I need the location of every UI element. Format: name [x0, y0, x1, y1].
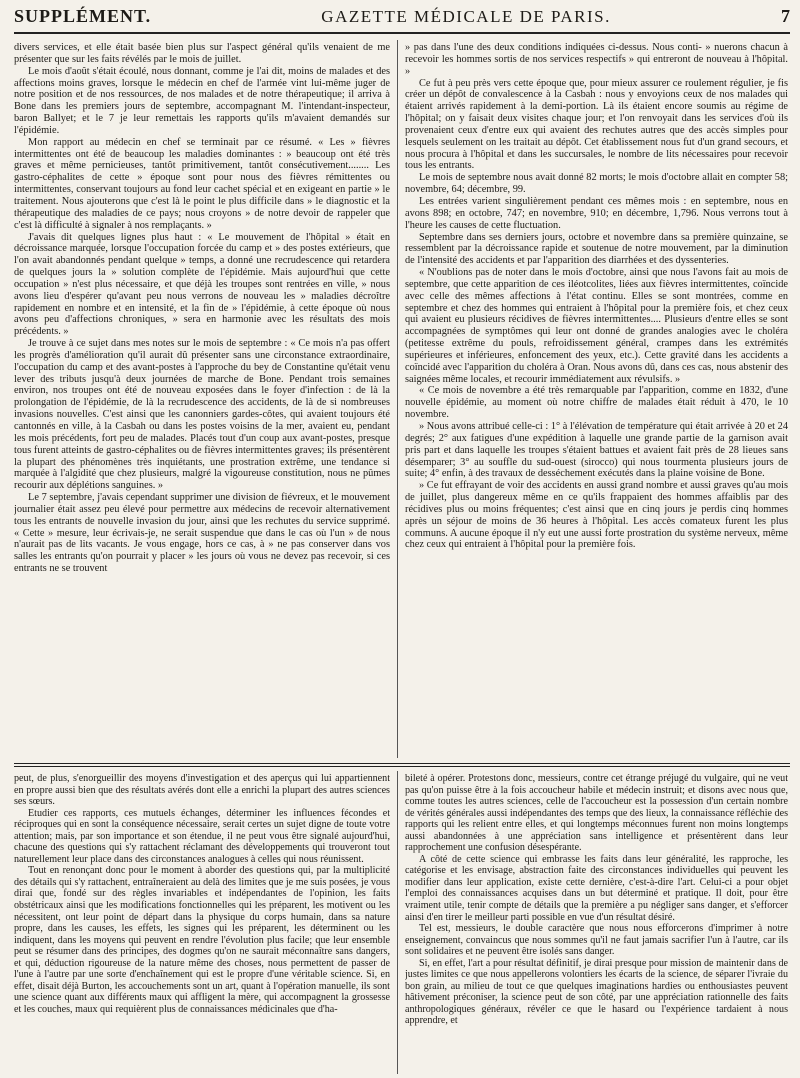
page-header	[14, 6, 790, 34]
paragraph: peut, de plus, s'enorgueillir des moyens d'investigation et des aperçus qui lui appartiennent en propre aussi bien que des résultats avérés dont elle a enrichi la plupart des autres sciences ses sœurs.	[14, 773, 390, 808]
paragraph: divers services, et elle était basée bien plus sur l'aspect général qu'ils venaient de me présenter que sur les faits révélés par le mois de juillet.	[14, 42, 390, 65]
paragraph: « Ce mois de novembre a été très remarquable par l'apparition, comme en 1832, d'une nouvelle épidémie, au moment où notre chiffre de malades était réduit à 470, le 10 novembre.	[405, 385, 788, 421]
paragraph: Mon rapport au médecin en chef se terminait par ce résumé. « Les » fièvres intermittentes ont été de beaucoup les maladies dominantes : » beaucoup ont été très graves et même pernicieuses, tantôt primitivement, tantôt consécutivement........ Les gastro-céphalites de cette » époque sont pour nous des fièvres rémittentes ou intermittentes, conservant toujours au fond leur cachet spécial et en exigeant en partie » le traitement. Nous ajouterons que c'est là le point le plus difficile dans » le diagnostic et la thérapeutique des maladies de ce pays; nous croyons » de notre devoir de rappeler que c'est là difficulté à signaler à nos remplaçants. »	[14, 136, 390, 231]
top-right-column	[405, 42, 788, 757]
paragraph: Le mois d'août s'était écoulé, nous donnant, comme je l'ai dit, moins de malades et des affections moins graves, lorsque le médecin en chef de l'armée vint lui-même juger de notre position et de nos ressources, de nos malades et de notre thérapeutique; il arriva à Bone dans les premiers jours de septembre, accompagnant M. l'intendant-inspecteur, baron Ballyet; et le 7 je leur remettais les rapports qu'ils m'avaient demandés sur l'épidémie.	[14, 65, 390, 136]
paragraph: A côté de cette science qui embrasse les faits dans leur généralité, les rapproche, les catégorise et les envisage, abstraction faite des circonstances individuelles qui peuvent les modifier dans leur application, existe cette dernière, c'est-à-dire l'art. Celui-ci a pour objet l'emploi des connaissances acquises dans un but déterminé et pratique. Il doit, pour être vraiment utile, tenir compte de détails que la première a pu négliger sans danger, et s'efforcer ainsi d'en tirer le meilleur parti possible en vue d'un résultat désiré.	[405, 853, 788, 923]
paragraph: » pas dans l'une des deux conditions indiquées ci-dessus. Nous conti- » nuerons chacun à recevoir les hommes sortis de nos services respectifs » qui entreront de nouveau à l'hôpital. »	[405, 42, 788, 77]
paragraph: J'avais dit quelques lignes plus haut : « Le mouvement de l'hôpital » était en décroissance marquée, lorsque l'occupation forcée du camp et » des postes extérieurs, que l'on avait abandonnés pendant quelque » temps, a donné une recrudescence qui retardera de quelques jours la » solution complète de l'épidémie. Mais aujourd'hui que cette occupation » n'est plus nécessaire, et que déjà les troupes sont rentrées en ville, » nous avons lieu d'espérer qu'avant peu nous verrons de nouveau les » maladies décroître rapidement en nombre et en intensité, et la fin de » l'épidémie, à cette époque où nous avons peu d'affections chroniques, » sera en harmonie avec les résultats des mois précédents. »	[14, 231, 390, 338]
top-left-column	[14, 42, 390, 757]
paragraph: « N'oublions pas de noter dans le mois d'octobre, ainsi que nous l'avons fait au mois de septembre, que cette apparition de ces iléotcolites, liées aux fièvres intermittentes, coïncide avec celle des mêmes affections à l'état continu. Elles se sont montrées, comme en septembre et chez des hommes qui entraient à l'hôpital pour la première fois, et chez ceux qui avaient eu plusieurs récidives de fièvres intermittentes.... Plusieurs d'entre elles se sont accompagnées de symptômes qui leur ont donné de grandes analogies avec le choléra (petitesse extrême du pouls, refroidissement général, crampes dans les extrémités supérieures et inférieures, enfoncement des yeux, etc.). Cette gravité dans les accidents a coïncidé avec l'apparition du choléra à Oran. Nous avons dû, dans ces cas, nous abstenir des saignées même locales, et recourir immédiatement aux révulsifs. »	[405, 267, 788, 385]
paragraph: Septembre dans ses derniers jours, octobre et novembre dans sa première quinzaine, se ressemblent par la décroissance rapide et soutenue de notre mouvement, par la diminution de l'intensité des accidents et par l'apparition des diarrhées et des dyssenteries.	[405, 231, 788, 267]
paragraph: » Ce fut effrayant de voir des accidents en aussi grand nombre et aussi graves qu'au mois de juillet, plus dangereux même en ce qu'ils frappaient des hommes affaiblis par des récidives plus ou moins fréquentes; c'est ainsi que en cinq jours je perdis cinq hommes après un séjour de moins de 36 heures à l'hôpital. Les accès comateux furent les plus communs. A aucune époque il n'y eut une aussi forte prostration du système nerveux, même chez ceux qui entraient à l'hôpital pour la première fois.	[405, 480, 788, 551]
section-divider	[14, 763, 790, 767]
paragraph: Ce fut à peu près vers cette époque que, pour mieux assurer ce roulement régulier, je fis créer un dépôt de convalescence à la Casbah : nous y envoyions ceux de nos malades qui étaient arrivés rapidement à la demi-portion. Là ils étaient encore soumis au régime de l'hôpital; on y faisait deux visites chaque jour; et l'on renvoyait dans les services d'où ils provenaient ceux d'entre eux qui avaient des rechutes autres que des accès simples pour lesquels seulement on les traitait au dépôt. Cet établissement nous fut d'un grand secours, et nous procura à l'hôpital et dans les succursales, le nombre de lits nécessaires pour recevoir tous les entrants.	[405, 77, 788, 172]
page-number: 7	[781, 6, 790, 26]
bottom-right-column	[405, 773, 788, 1073]
paragraph: Si, en effet, l'art a pour résultat définitif, je dirai presque pour mission de maintenir dans de justes limites ce que nous appellerons volontiers les écarts de la science, de séparer l'ivraie du bon grain, au milieu de tout ce que quelques imaginations hardies ou enthousiastes peuvent hâtivement préconiser, la science peut de son côté, par une appréciation rationnelle des faits anthropologiques généraux, révéler ce que le hasard ou l'expérience tardaient à nous apprendre, et	[405, 957, 788, 1027]
paragraph: Etudier ces rapports, ces mutuels échanges, déterminer les influences fécondes et réciproques qui en sont la conséquence nécessaire, serait certes un sujet digne de toute votre attention; mais, par son importance et son étendue, il ne peut vous être signalé aujourd'hui, chacune des questions qui s'y rattachent réclamant des développements qui trouveront tout naturellement leur place dans des circonstances analogues à celles qui nous réunissent.	[14, 807, 390, 865]
paragraph: Je trouve à ce sujet dans mes notes sur le mois de septembre : « Ce mois n'a pas offert les progrès d'amélioration qu'il aurait dû présenter sans une circonstance extraordinaire, l'occupation du camp et des avant-postes à l'approche du bey de Constantine qu'était venu lever des tributs jusqu'à deux journées de marche de Bone. Pendant trois semaines environ, nos troupes ont été de nouveau exposées dans le foyer d'infection : de là la prolongation de l'épidémie, de là la recrudescence des accidents, de là de si nombreuses invasions nouvelles. C'est ainsi que les canonniers gardes-côtes, qui avaient toujours été cantonnés en ville, à la Casbah ou dans les postes voisins de la mer, avaient eu, pendant les mois précédents, fort peu de malades. Placés tout d'un coup aux avant-postes, presque tous furent atteints de gastro-céphalites ou de fièvres intermittentes graves; ils présentèrent la plupart des phénomènes très inquiétants, une prostration extrême, une tendance si marquée à l'algidité que chez plusieurs, malgré la vigoureuse constitution, nous ne pûmes recourir aux déplétions sanguines. »	[14, 338, 390, 492]
paragraph: Tel est, messieurs, le double caractère que nous nous efforcerons d'imprimer à notre enseignement, convaincus que nous sommes qu'il ne faut jamais sacrifier l'un à l'autre, car ils sont solidaires et ne peuvent être isolés sans danger.	[405, 923, 788, 958]
paragraph: bileté à opérer. Protestons donc, messieurs, contre cet étrange préjugé du vulgaire, qui ne veut pas qu'on puisse être à la fois accoucheur habile et médecin instruit; et disons avec nous que, comme toutes les autres sciences, celle de l'accoucheur est la possession d'un certain nombre de vérités générales aussi indépendantes des temps que des lieux, la connaissance réfléchie des rapports qui les relient entre elles, et qui longtemps méconnues furent non moins longtemps aussi abandonnées à une appréciation sans intelligence et présentèrent dans leur rapprochement une confusion désespérante.	[405, 773, 788, 854]
paragraph: Les entrées varient singulièrement pendant ces mêmes mois : en septembre, nous en avons 898; en octobre, 747; en novembre, 910; en décembre, 1,796. Nous verrons tout à l'heure les causes de cette fluctuation.	[405, 195, 788, 231]
journal-title: GAZETTE MÉDICALE DE PARIS.	[321, 7, 611, 26]
paragraph: Le 7 septembre, j'avais cependant supprimer une division de fiévreux, et le mouvement journalier était assez peu élevé pour permettre aux médecins de recevoir alternativement tous les entrants de nouvelle invasion du jour, ainsi que les rechutes du service supprimé. « Cette » mesure, leur écrivais-je, ne serait suspendue que dans le cas où l'un » de nous n'aurait pas de lits vacants. Je vous engage, hors ce cas, à » ne pas conserver dans vos salles les entrants qu'on pourrait y placer » les jours où vous ne devez pas recevoir, si ces entrants ne se trouvent	[14, 492, 390, 575]
column-divider	[397, 40, 398, 758]
paragraph: Tout en renonçant donc pour le moment à aborder des questions qui, par la multiplicité des détails qui s'y rattachent, entraîneraient au delà des limites que je me suis posées, je vous dirai que, fondé sur des règles invariables et indépendantes de l'opinion, les faits obstétricaux ainsi que les modifications fonctionnelles qui les préparent, les motivent ou les nécessitent, ont leur point de départ dans la physique du corps humain, dans sa nature propre, dans les causes, les effets, les signes qui les préparent, les déterminent ou les indiquent, dans les moyens qui peuvent en rendre l'évolution plus facile; que leur ensemble peut se résumer dans des principes, des dogmes qu'on ne saurait méconnaître sans dangers, et qui, déduction rigoureuse de la nature même des choses, nous permettent de passer de l'une à l'autre par une sorte d'enchaînement qui est le propre d'une véritable science. Si, en effet, disait déjà Burton, les accouchements sont un art, quant à l'opération manuelle, ils sont une science quant aux différents maux qui affligent la mère, qui accompagnent la grossesse et les couches, maux qui requièrent plus de connaissances médicinales que d'ha-	[14, 865, 390, 1015]
paragraph: » Nous avons attribué celle-ci : 1° à l'élévation de température qui était arrivée à 20 et 24 degrés; 2° aux fatigues d'une expédition à laquelle une grande partie de la garnison avait pris part et dans laquelle les troupes s'étaient battues et avaient fait près de 28 lieues sans désemparer; 3° au souffle du sud-ouest (sirocco) qui nous tourmenta plusieurs jours de suite; 4° enfin, à des travaux de desséchement exécutés dans la plaine voisine de Bone.	[405, 421, 788, 480]
supplement-label: SUPPLÉMENT.	[14, 6, 152, 26]
paragraph: Le mois de septembre nous avait donné 82 morts; le mois d'octobre allait en compter 58; novembre, 64; décembre, 99.	[405, 172, 788, 196]
bottom-left-column	[14, 773, 390, 1073]
column-divider	[397, 771, 398, 1074]
